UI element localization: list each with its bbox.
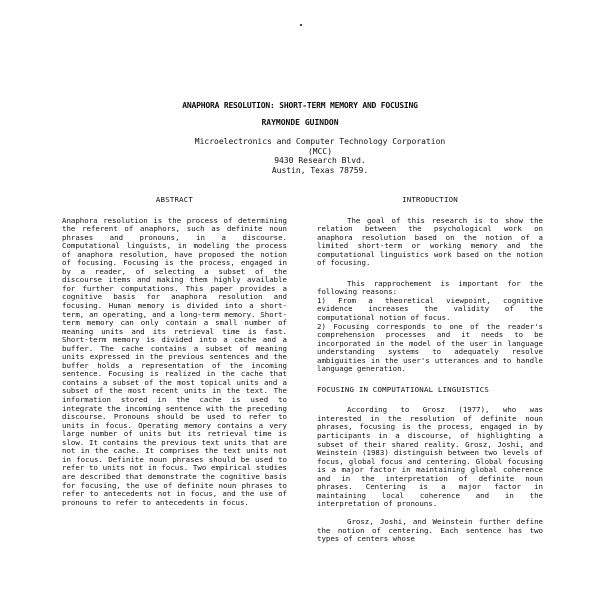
scan-speck	[300, 24, 302, 26]
section-paragraph: Grosz, Joshi, and Weinstein further define the notion of centering. Each sentence has two types of centers whose	[317, 516, 543, 544]
intro-paragraph: The goal of this research is to show the relation between the psychological work on anaphora resolution based on the notion of a limited short-term or working memory and the computational linguistics work based on the notion of focusing.	[317, 215, 543, 268]
affiliation-line: Austin, Texas 78759.	[271, 165, 369, 175]
section-heading: FOCUSING IN COMPUTATIONAL LINGUISTICS	[317, 384, 490, 394]
intro-paragraph: This rapprochement is important for the following reasons:	[317, 278, 543, 297]
left-column	[62, 196, 287, 507]
paper-author: RAYMONDE GUINDON	[261, 118, 339, 127]
section-paragraph: According to Grosz (1977), who was interested in the resolution of definite noun phrases, focusing is the process, engaged in by participants in a discourse, of highlighting a subset of their shared reality. Grosz, Joshi, and Weinstein (1983) distinguish between two levels of focus, global focus and centering. Global focusing is a major factor in maintaining global coherence and in the interpretation of definite noun phrases. Centering is a major factor in maintaining local coherence and in the interpretation of pronouns.	[317, 405, 543, 509]
introduction-heading: INTRODUCTION	[402, 195, 458, 204]
abstract-text: Anaphora resolution is the process of determining the referent of anaphors, such as definite noun phrases and pronouns, in a discourse. Computational linguists, in modeling the process of anaphora resolution, have proposed the notion of focusing. Focusing is the process, engaged in by a reader, of selecting a subset of the discourse items and making them highly available for further computations. This paper provides a cognitive basis for anaphora resolution and focusing. Human memory is divided into a short-term, an operating, and a long-term memory. Short-term memory can only contain a small number of meaning units and its retrieval time is fast. Short-term memory is divided into a cache and a buffer. The cache contains a subset of meaning units expressed in the previous sentences and the buffer holds a representation of the incoming sentence. Focusing is realized in the cache that contains a subset of the most topical units and a subset of the most recent units in the text. The information stored in the cache is used to integrate the incoming sentence with the preceding discourse. Pronouns should be used to refer to units in focus. Operating memory contains a very large number of units but its retrieval time is slow. It contains the previous text units that are not in the cache. It comprises the text units not in focus. Definite noun phrases should be used to refer to units not in focus. Two empirical studies are described that demonstrate the cognitive basis for focusing, the use of definite noun phrases to refer to antecedents not in focus, and the use of pronouns to refer to antecedents in focus.	[62, 215, 287, 507]
intro-paragraph: 1) From a theoretical viewpoint, cognitive evidence increases the validity of the computational notion of focus.	[317, 295, 543, 323]
abstract-heading: ABSTRACT	[155, 195, 194, 204]
affiliation-line: (MCC)	[307, 146, 333, 156]
affiliation-line: Microelectronics and Computer Technology Corporation	[194, 137, 446, 146]
affiliation-block	[170, 137, 470, 175]
intro-paragraph: 2) Focusing corresponds to one of the reader's comprehension processes and it needs to be incorporated in the model of the user in language understanding systems to adequately resolve ambiguities in the user's utterances and to handle language generation.	[317, 321, 543, 374]
affiliation-line: 9430 Research Blvd.	[274, 156, 366, 165]
paper-title: ANAPHORA RESOLUTION: SHORT-TERM MEMORY AND FOCUSING	[182, 101, 418, 110]
right-column	[317, 196, 543, 544]
